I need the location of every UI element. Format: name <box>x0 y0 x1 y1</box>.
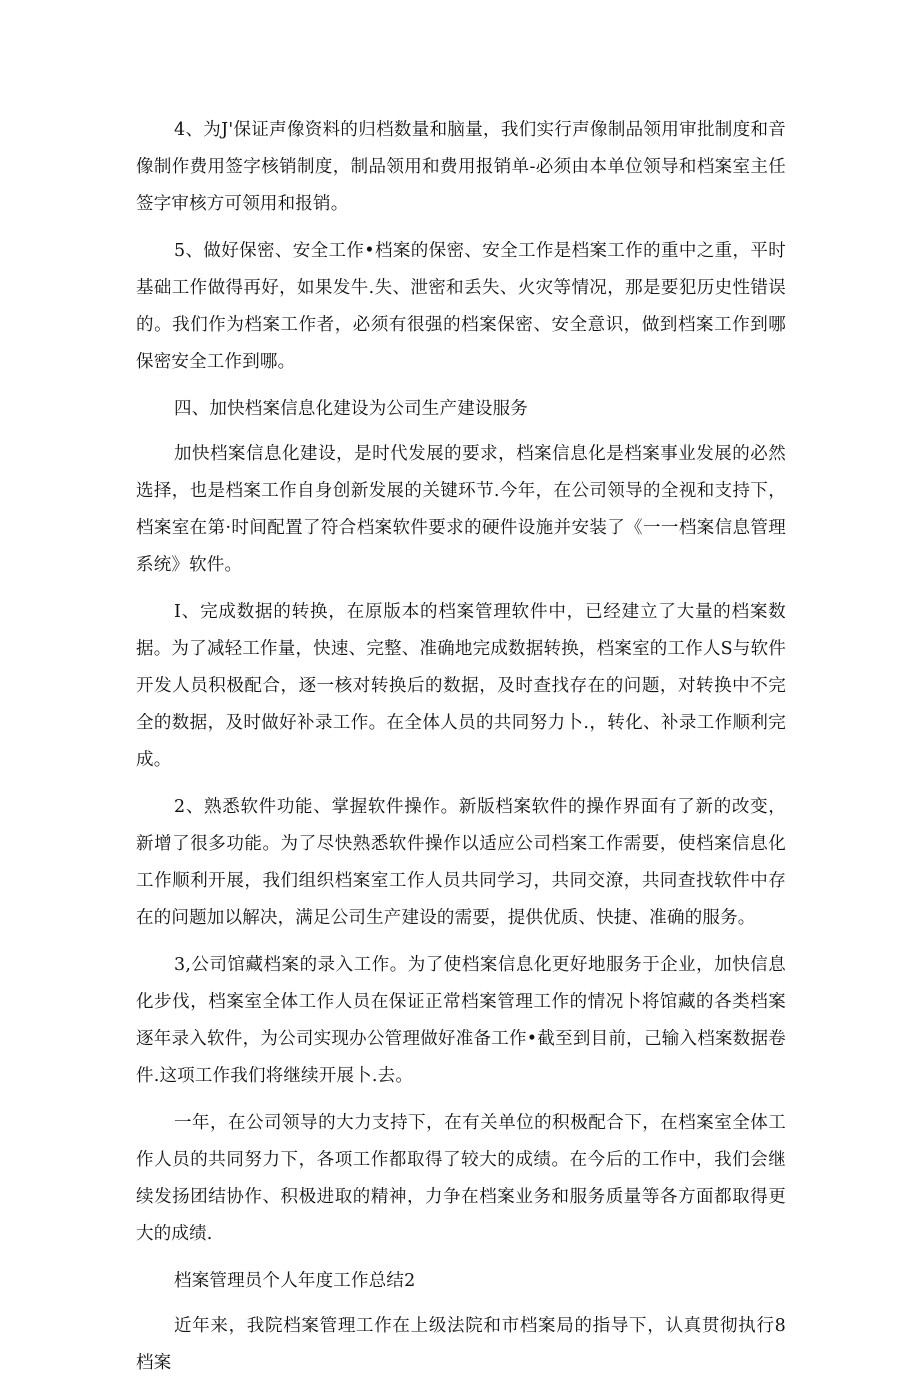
paragraph-conclusion: 一年，在公司领导的大力支持下，在有关单位的积极配合下，在档案室全体工作人员的共同努力下，各项工作都取得了较大的成绩。在今后的工作中，我们会继续发扬团结协作、积极进取的精神，力争在档案业务和服务质量等各方面都取得更大的成绩. <box>136 1113 786 1244</box>
paragraph-item-4: 4、为J'保证声像资料的归档数量和脑量，我们实行声像制品领用审批制度和音像制作费用签字核销制度，制品领用和费用报销单-必须由本单位领导和档案室主任签字审核方可领用和报销。 <box>136 120 786 214</box>
paragraph-intro: 近年来，我院档案管理工作在上级法院和市档案局的指导下，认真贯彻执行8档案 <box>136 1316 786 1373</box>
document-body <box>136 112 786 1388</box>
paragraph-item-5: 5、做好保密、安全工作•档案的保密、安全工作是档案工作的重中之重，平时基础工作做得再好，如果发牛.失、泄密和丢失、火灾等情况，那是要犯历史性错误的。我们作为档案工作者，必须有很强的档案保密、安全意识，做到档案工作到哪保密安全工作到哪。 <box>136 241 786 372</box>
paragraph-informatization: 加快档案信息化建设，是时代发展的要求，档案信息化是档案事业发展的必然选择，也是档案工作自身创新发展的关键环节.今年，在公司领导的全视和支持下，档案室在第·时间配置了符合档案软件要求的硬件设施并安装了《一一档案信息管理系统》软件。 <box>136 444 786 575</box>
paragraph-item-2: 2、熟悉软件功能、掌握软件操作。新版档案软件的操作界面有了新的改变，新增了很多功能。为了尽快熟悉软件操作以适应公司档案工作需要，使档案信息化工作顺利开展，我们组织档案室工作人员共同学习，共同交潦，共同查找软件中存在的问题加以解决，满足公司生产建设的需要，提供优质、快捷、准确的服务。 <box>136 797 786 928</box>
document-subtitle: 档案管理员个人年度工作总结2 <box>174 1271 416 1291</box>
section-heading-4: 四、加快档案信息化建设为公司生产建设服务 <box>174 399 528 419</box>
paragraph-item-1: I、完成数据的转换，在原版本的档案管理软件中，已经建立了大量的档案数据。为了减轻工作量，快速、完整、准确地完成数据转换，档案室的工作人S与软件开发人员积极配合，逐一核对转换后的数据，及时查找存在的问题，对转换中不完全的数据，及时做好补录工作。在全体人员的共同努力卜.，转化、补录工作顺利完成。 <box>136 602 786 770</box>
paragraph-item-3: 3,公司馆藏档案的录入工作。为了使档案信息化更好地服务于企业，加快信息化步伐，档案室全体工作人员在保证正常档案管理工作的情况卜将馆藏的各类档案逐年录入软件，为公司实现办公管理做好准备工作•截至到目前，己输入档案数据卷件.这项工作我们将继续开展卜.去。 <box>136 955 786 1086</box>
